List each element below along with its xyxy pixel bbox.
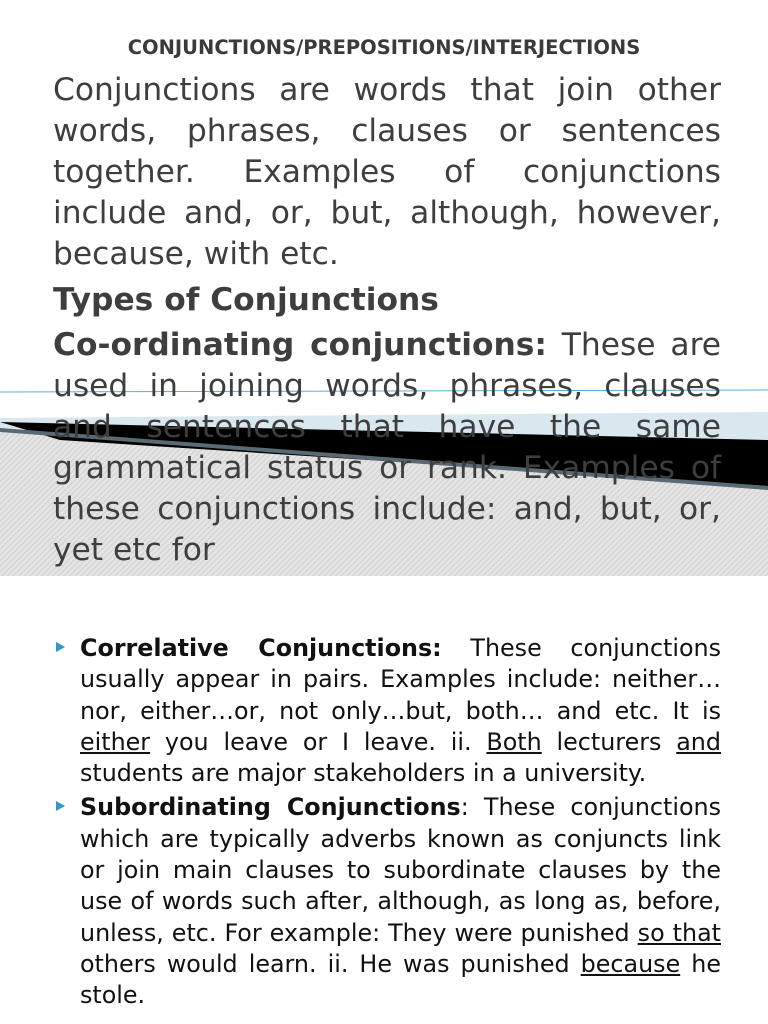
correlative-text-3: lecturers <box>541 727 677 756</box>
subordinating-text-3: he stole. <box>80 949 721 1010</box>
coordinating-term: Co-ordinating conjunctions: <box>53 327 547 363</box>
underlined-both: Both <box>486 727 542 756</box>
coordinating-text: These are used in joining words, phrases, clauses and sentences that have the same grammatical status or rank. Examples of these conjunctions include: and, but, or, yet etc for <box>53 327 722 568</box>
underlined-either: either <box>80 727 151 756</box>
subordinating-text-1: : These conjunctions which are typically adverbs known as conjuncts link or join main clauses to subordinate clauses by the use of words such after, although, as long as, before, unless, etc. For example: They were punished <box>80 793 721 947</box>
underlined-so-that: so that <box>637 918 721 947</box>
intro-paragraph: Conjunctions are words that join other words, phrases, clauses or sentences together. Examples of conjunctions include and, or, but, although, however, because, with etc. <box>53 72 721 272</box>
correlative-text-2: you leave or I leave. ii. <box>150 727 487 756</box>
bullet-arrow-icon <box>56 642 65 652</box>
underlined-because: because <box>580 949 681 978</box>
types-heading: Types of Conjunctions <box>53 282 439 318</box>
subordinating-text-2: others would learn. ii. He was punished <box>80 949 581 978</box>
correlative-text-4: students are major stakeholders in a university. <box>80 759 647 788</box>
slide-2 <box>0 576 768 1024</box>
subordinating-term: Subordinating Conjunctions <box>80 793 461 822</box>
coordinating-paragraph <box>53 325 721 571</box>
page-title: CONJUNCTIONS/PREPOSITIONS/INTERJECTIONS <box>127 36 641 59</box>
underlined-and: and <box>676 727 721 756</box>
bullet-list <box>0 633 768 1015</box>
list-item-subordinating <box>80 792 721 1011</box>
list-item-correlative <box>80 633 721 789</box>
correlative-text-1: These conjunctions usually appear in pairs. Examples include: neither…nor, either…or, not only…but, both… and etc. It is <box>80 634 722 725</box>
correlative-term: Correlative Conjunctions: <box>80 634 442 662</box>
bullet-arrow-icon <box>56 801 65 811</box>
